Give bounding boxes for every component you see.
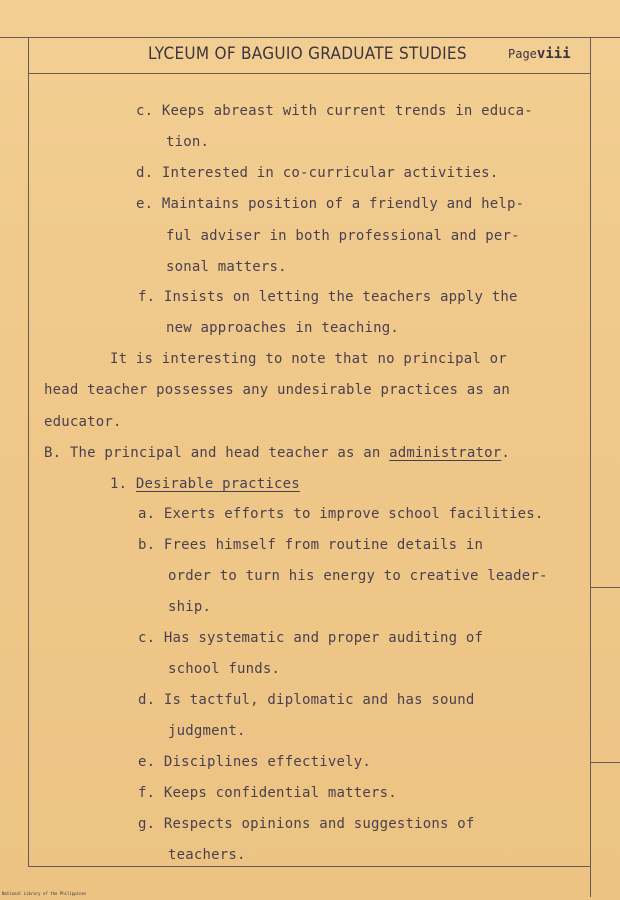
- header-rule: [28, 73, 590, 74]
- text-line: f. Insists on letting the teachers apply the: [138, 289, 518, 305]
- text-line: e. Disciplines effectively.: [138, 754, 371, 770]
- scan-footer: National Library of the Philippines: [2, 891, 87, 896]
- section-heading-text: B. The principal and head teacher as an: [44, 445, 390, 461]
- text-line: educator.: [44, 414, 122, 430]
- page-word: Page: [508, 47, 537, 61]
- subsection-title: Desirable practices: [135, 476, 300, 492]
- section-heading-underlined: administrator: [389, 445, 502, 461]
- text-line: c. Has systematic and proper auditing of: [138, 630, 484, 646]
- subsection-heading: [110, 476, 300, 492]
- page-number: viii: [536, 46, 571, 62]
- text-line: sonal matters.: [166, 259, 287, 275]
- subsection-number: 1.: [110, 476, 136, 492]
- section-heading: [44, 445, 510, 461]
- right-tab-rule-1: [590, 587, 620, 588]
- text-line: c. Keeps abreast with current trends in educa-: [136, 103, 533, 119]
- text-line: teachers.: [168, 847, 246, 863]
- right-tab-rule-2: [590, 762, 620, 763]
- text-line: It is interesting to note that no principal or: [110, 351, 507, 367]
- text-line: new approaches in teaching.: [166, 320, 399, 336]
- right-margin-rule: [590, 37, 591, 897]
- text-line: ship.: [168, 599, 212, 615]
- left-margin-rule: [28, 37, 29, 866]
- page-title: LYCEUM OF BAGUIO GRADUATE STUDIES: [148, 44, 467, 64]
- text-line: f. Keeps confidential matters.: [138, 785, 397, 801]
- top-rule: [0, 37, 620, 38]
- text-line: tion.: [166, 134, 210, 150]
- text-line: school funds.: [168, 661, 281, 677]
- text-line: d. Is tactful, diplomatic and has sound: [138, 692, 475, 708]
- section-heading-period: .: [501, 445, 510, 461]
- text-line: g. Respects opinions and suggestions of: [138, 816, 475, 832]
- text-line: order to turn his energy to creative leader-: [168, 568, 548, 584]
- text-line: head teacher possesses any undesirable practices as an: [44, 382, 510, 398]
- text-line: a. Exerts efforts to improve school facilities.: [138, 506, 544, 522]
- text-line: ful adviser in both professional and per-: [166, 228, 520, 244]
- text-line: b. Frees himself from routine details in: [138, 537, 484, 553]
- text-line: judgment.: [168, 723, 246, 739]
- text-line: e. Maintains position of a friendly and help-: [136, 196, 525, 212]
- page-number-label: [508, 46, 571, 62]
- bottom-rule: [28, 866, 590, 867]
- text-line: d. Interested in co-curricular activities.: [136, 165, 499, 181]
